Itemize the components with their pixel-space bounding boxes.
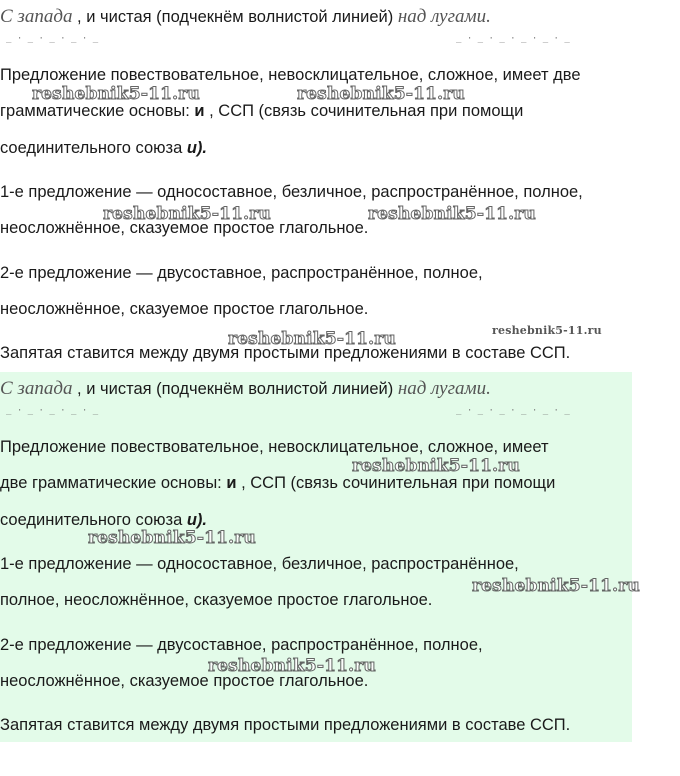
paragraph-line: полное, неосложнённое, сказуемое простое глагольное. (0, 591, 433, 609)
subject-underline-mark: _ · _ · _ · _ · _ (6, 34, 99, 44)
sentence-line (0, 6, 491, 28)
conjunction-text: и (226, 474, 237, 492)
text-span: соединительного союза (0, 139, 187, 157)
paragraph-line: 1-е предложение — односоставное, безличное, распространённое, полное, (0, 183, 583, 201)
watermark: reshebnik5-11.ru (352, 456, 520, 476)
watermark: reshebnik5-11.ru (368, 204, 536, 224)
watermark: reshebnik5-11.ru (297, 84, 465, 104)
watermark: reshebnik5-11.ru (228, 329, 396, 349)
sentence-middle: , и чистая (подчекнём волнистой линией) (72, 380, 398, 398)
predicate-text: над лугами. (397, 6, 491, 27)
conjunction-text: и). (186, 511, 208, 529)
paragraph-line: 2-е предложение — двусоставное, распространённое, полное, (0, 636, 483, 654)
paragraph-line: Запятая ставится между двумя простыми предложениями в составе ССП. (0, 716, 571, 734)
conjunction-text: и (194, 102, 205, 120)
predicate-underline-mark: _ · _ · _ · _ · _ · _ (456, 34, 570, 44)
predicate-underline-mark: _ · _ · _ · _ · _ · _ (456, 406, 570, 416)
watermark: reshebnik5-11.ru (208, 656, 376, 676)
subject-underline-mark: _ · _ · _ · _ · _ (6, 406, 99, 416)
conjunction-text: и). (186, 139, 208, 157)
paragraph-line: неосложнённое, сказуемое простое глагольное. (0, 300, 369, 318)
text-span: , ССП (связь сочинительная при помощи (236, 474, 556, 492)
paragraph-line: неосложнённое, сказуемое простое глагольное. (0, 672, 369, 690)
paragraph-line (0, 139, 207, 158)
watermark: reshebnik5-11.ru (103, 204, 271, 224)
text-span: две грамматические основы: (0, 474, 227, 492)
sentence-line (0, 378, 491, 400)
watermark: reshebnik5-11.ru (88, 528, 256, 548)
paragraph-line (0, 474, 555, 493)
predicate-text: над лугами. (397, 378, 491, 399)
text-span: , ССП (связь сочинительная при помощи (204, 102, 524, 120)
watermark: reshebnik5-11.ru (472, 576, 640, 596)
paragraph-line: Запятая ставится между двумя простыми предложениями в составе ССП. (0, 344, 571, 362)
paragraph-line: 2-е предложение — двусоставное, распространённое, полное, (0, 264, 483, 282)
subject-text: С запада (0, 378, 73, 399)
paragraph-line (0, 102, 523, 121)
sentence-middle: , и чистая (подчекнём волнистой линией) (72, 8, 398, 26)
paragraph-line: Предложение повествовательное, невосклицательное, сложное, имеет две (0, 66, 581, 84)
paragraph-line: 1-е предложение — односоставное, безличное, распространённое, (0, 555, 519, 573)
subject-text: С запада (0, 6, 73, 27)
text-span: соединительного союза (0, 511, 187, 529)
watermark: reshebnik5-11.ru (492, 324, 602, 337)
analysis-block-2 (0, 372, 640, 742)
paragraph-line: неосложнённое, сказуемое простое глагольное. (0, 219, 369, 237)
text-span: грамматические основы: (0, 102, 195, 120)
analysis-block-1 (0, 0, 680, 372)
paragraph-line: Предложение повествовательное, невосклицательное, сложное, имеет (0, 438, 549, 456)
watermark: reshebnik5-11.ru (32, 84, 200, 104)
